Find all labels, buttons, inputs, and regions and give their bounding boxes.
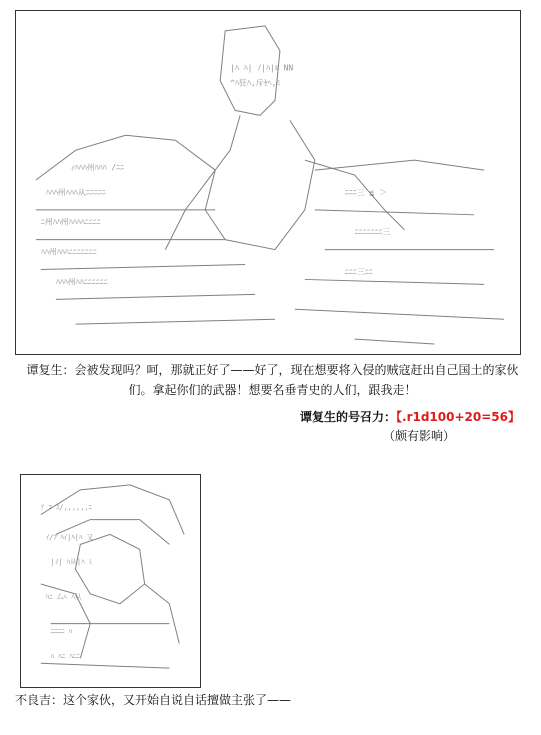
- svg-text:ﾊﾊ州ﾊﾊﾊﾆﾆﾆﾆﾆﾆﾆ: ﾊﾊ州ﾊﾊﾊﾆﾆﾆﾆﾆﾆﾆ: [40, 247, 97, 257]
- svg-text:ﾆﾆﾆ三ﾆﾆ: ﾆﾆﾆ三ﾆﾆ: [344, 267, 373, 277]
- svg-text:ｨﾊﾊﾊ州ﾊﾊﾊ /ﾆﾆ: ｨﾊﾊﾊ州ﾊﾊﾊ /ﾆﾆ: [70, 163, 125, 173]
- svg-text:|ﾊ ﾊ| ﾉ|ﾊ|ﾙ NN: |ﾊ ﾊ| ﾉ|ﾊ|ﾙ NN: [230, 63, 294, 73]
- svg-text:ﾆﾆﾆﾆﾆﾆﾆ三: ﾆﾆﾆﾆﾆﾆﾆ三: [354, 227, 391, 237]
- roll-label: 谭复生的号召力：: [300, 410, 397, 424]
- svg-text:ﾊﾆ 厶ﾍ ﾊ从: ﾊﾆ 厶ﾍ ﾊ从: [45, 592, 82, 601]
- svg-text:ﾊ ﾊﾆ ﾊﾆﾆ: ﾊ ﾊﾆ ﾊﾆﾆ: [50, 652, 80, 661]
- svg-text:ﾊﾊﾊ州ﾊﾊﾆﾆﾆﾆﾆﾆ: ﾊﾊﾊ州ﾊﾊﾆﾆﾆﾆﾆﾆ: [55, 277, 108, 287]
- ascii-art-portrait-icon: [21, 475, 200, 687]
- roll-effect: （颇有影响）: [383, 429, 456, 443]
- roll-line: [300, 407, 520, 427]
- artwork-panel-crowd: [15, 10, 521, 355]
- ascii-art-crowd-icon: [16, 11, 520, 354]
- svg-text:|ｲ| ﾊ从|ﾊ ﾐ: |ｲ| ﾊ从|ﾊ ﾐ: [50, 558, 93, 567]
- svg-text:ﾆﾆﾆﾆ ﾊ: ﾆﾆﾆﾆ ﾊ: [50, 627, 73, 636]
- dialogue-line-1: 谭复生：会被发现吗？呵，那就正好了——好了，现在想要将入侵的贼寇赶出自己国土的家伙们。拿起你们的武器！想要名垂青史的人们，跟我走！: [26, 363, 519, 397]
- svg-text:ﾊﾊﾊ州ﾊﾊﾊ从ﾆﾆﾆﾆﾆ: ﾊﾊﾊ州ﾊﾊﾊ从ﾆﾆﾆﾆﾆ: [45, 187, 106, 197]
- artwork-panel-portrait: [20, 474, 201, 688]
- svg-text:ｲ/ﾌﾞﾊｲ|ﾊ|ﾊ 又: ｲ/ﾌﾞﾊｲ|ﾊ|ﾊ 又: [45, 533, 94, 542]
- svg-text:ﾆﾆﾆ三 ≦ ＞: ﾆﾆﾆ三 ≦ ＞: [344, 187, 387, 197]
- svg-text:ﾆ州ﾊﾊ州ﾊﾊﾊﾊﾆﾆﾆﾆ: ﾆ州ﾊﾊ州ﾊﾊﾊﾊﾆﾆﾆﾆ: [40, 217, 101, 227]
- dialogue-line-2: 不良吉：这个家伙，又开始自说自话擅做主张了——: [15, 693, 292, 707]
- roll-result: 【.r1d100+20=56】: [396, 410, 520, 424]
- svg-text:ｱ ﾌ ｽ/,,,,,,ﾆ: ｱ ﾌ ｽ/,,,,,,ﾆ: [40, 503, 92, 512]
- svg-text:^ﾊ狂ﾊ,斥ｾﾍ,ﾐ: ^ﾊ狂ﾊ,斥ｾﾍ,ﾐ: [230, 78, 281, 88]
